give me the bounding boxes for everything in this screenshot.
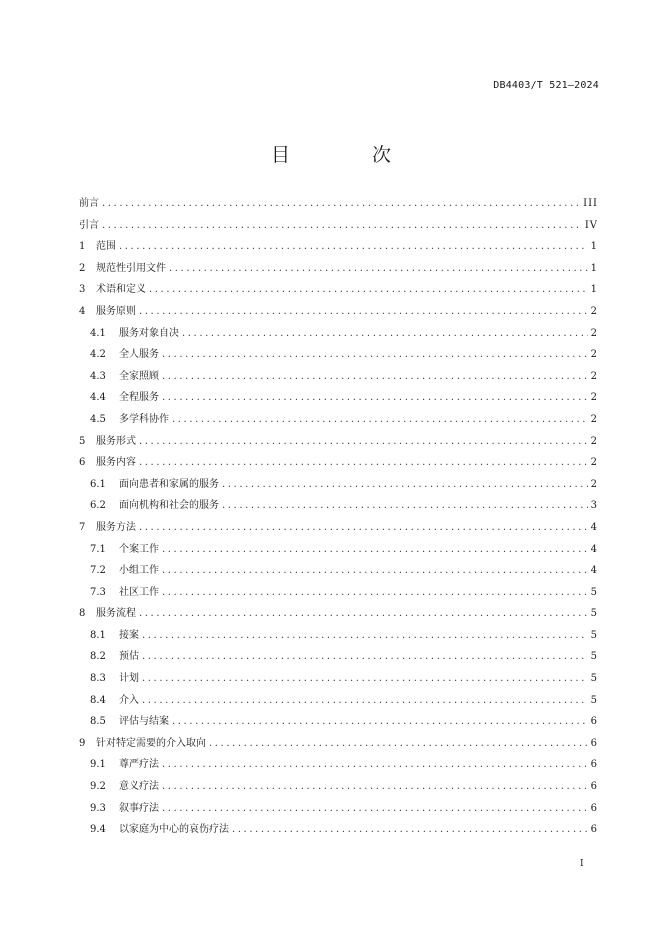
toc-dot-leader: [162, 776, 588, 798]
toc-entry-label: 介入: [119, 694, 139, 706]
toc-entry-page: 2: [590, 327, 598, 339]
toc-dot-leader: [232, 819, 588, 841]
toc-entry-page: 2: [590, 349, 598, 361]
toc-entry-number: 4.2: [90, 349, 106, 361]
toc-dot-leader: [182, 323, 588, 345]
toc-entry-number: 4: [79, 305, 86, 317]
toc-entry-label: 服务内容: [96, 457, 136, 469]
toc-dot-leader: [209, 733, 588, 755]
toc-entry-label: 多学科协作: [119, 413, 169, 425]
toc-entry[interactable]: [79, 733, 598, 755]
toc-entry-number: 4.3: [90, 370, 106, 382]
toc-entry-label: 叙事疗法: [119, 802, 159, 814]
toc-entry-number: 6.1: [90, 478, 106, 490]
toc-dot-leader: [139, 603, 588, 625]
toc-dot-leader: [102, 193, 580, 215]
toc-dot-leader: [139, 452, 588, 474]
toc-entry[interactable]: [79, 819, 598, 841]
toc-entry-number: 8.3: [90, 673, 106, 685]
toc-dot-leader: [162, 798, 588, 820]
toc-entry-label: 评估与结案: [119, 716, 169, 728]
toc-entry-page: 1: [590, 241, 598, 253]
toc-entry-label: 以家庭为中心的哀伤疗法: [119, 824, 229, 836]
toc-entry-page: 5: [590, 694, 598, 706]
toc-entry-page: 1: [590, 262, 598, 274]
toc-entry-number: 9: [79, 737, 86, 749]
toc-dot-leader: [222, 474, 588, 496]
toc-dot-leader: [162, 344, 588, 366]
toc-entry-page: 6: [590, 802, 598, 814]
toc-entry-page: 2: [590, 413, 598, 425]
toc-entry-number: 7.2: [90, 565, 106, 577]
document-id: DB4403/T 521—2024: [493, 80, 599, 91]
toc-dot-leader: [139, 431, 588, 453]
toc-entry[interactable]: [79, 582, 598, 604]
toc-entry-number: 8.5: [90, 716, 106, 728]
toc-entry-number: 9.3: [90, 802, 106, 814]
toc-entry-label: 规范性引用文件: [96, 262, 166, 274]
toc-entry[interactable]: [79, 215, 598, 237]
toc-entry[interactable]: [79, 431, 598, 453]
toc-dot-leader: [102, 215, 582, 237]
toc-entry[interactable]: [79, 387, 598, 409]
toc-entry[interactable]: [79, 495, 598, 517]
toc-entry-page: 4: [590, 543, 598, 555]
toc-entry-label: 意义疗法: [119, 781, 159, 793]
toc-entry[interactable]: [79, 193, 598, 215]
toc-entry-label: 全人服务: [119, 349, 159, 361]
toc-entry[interactable]: [79, 474, 598, 496]
toc-entry-label: 针对特定需要的介入取向: [96, 737, 206, 749]
toc-entry-page: 3: [590, 500, 598, 512]
toc-entry[interactable]: [79, 279, 598, 301]
toc-entry-page: 4: [590, 565, 598, 577]
toc-entry-page: 1: [590, 284, 598, 296]
toc-entry-page: 6: [590, 824, 598, 836]
toc-entry-label: 面向患者和家属的服务: [119, 478, 219, 490]
toc-entry[interactable]: [79, 258, 598, 280]
toc-dot-leader: [142, 690, 588, 712]
footer-page-number: I: [580, 859, 584, 869]
toc-entry[interactable]: [79, 452, 598, 474]
toc-entry-label: 接案: [119, 629, 139, 641]
toc-entry-page: 2: [590, 370, 598, 382]
toc-entry[interactable]: [79, 560, 598, 582]
toc-entry-page: 2: [590, 457, 598, 469]
toc-title: 目 次: [270, 144, 430, 166]
toc-entry-number: 9.2: [90, 781, 106, 793]
toc-entry-number: 1: [79, 241, 86, 253]
toc-entry-page: 6: [590, 759, 598, 771]
toc-entry[interactable]: [79, 409, 598, 431]
toc-entry-label: 个案工作: [119, 543, 159, 555]
toc-entry-number: 3: [79, 284, 86, 296]
toc-entry[interactable]: [79, 625, 598, 647]
toc-dot-leader: [142, 625, 588, 647]
toc-entry[interactable]: [79, 603, 598, 625]
toc-entry-page: 4: [590, 521, 598, 533]
toc-dot-leader: [162, 387, 588, 409]
toc-entry-label: 面向机构和社会的服务: [119, 500, 219, 512]
toc-entry-number: 9.4: [90, 824, 106, 836]
toc-entry-page: 5: [590, 673, 598, 685]
toc-entry-number: 6: [79, 457, 86, 469]
toc-entry[interactable]: [79, 646, 598, 668]
toc-entry-label: 前言: [79, 198, 99, 209]
toc-dot-leader: [139, 517, 588, 539]
toc-dot-leader: [162, 539, 588, 561]
toc-entry-page: 2: [590, 392, 598, 404]
toc-entry-page: 6: [590, 716, 598, 728]
toc-entry-number: 7.3: [90, 586, 106, 598]
toc-entry-number: 7.1: [90, 543, 106, 555]
toc-entry-number: 8: [79, 608, 86, 620]
toc-entry-label: 小组工作: [119, 565, 159, 577]
toc-entry-label: 服务流程: [96, 608, 136, 620]
toc-entry-label: 全程服务: [119, 392, 159, 404]
toc-entry-label: 尊严疗法: [119, 759, 159, 771]
toc-entry[interactable]: [79, 754, 598, 776]
toc-dot-leader: [162, 560, 588, 582]
toc-entry-page: 2: [590, 305, 598, 317]
toc-entry-label: 范围: [96, 241, 116, 253]
toc-entry[interactable]: [79, 236, 598, 258]
toc-entry-page: 5: [590, 629, 598, 641]
toc-entry-number: 4.5: [90, 413, 106, 425]
toc-entry-label: 服务对象自决: [119, 327, 179, 339]
toc-entry-number: 2: [79, 262, 86, 274]
toc-entry[interactable]: [79, 301, 598, 323]
toc-entry-label: 计划: [119, 673, 139, 685]
toc-entry-page: 5: [590, 586, 598, 598]
toc-entry[interactable]: [79, 323, 598, 345]
toc-entry-page: 5: [590, 651, 598, 663]
toc-entry-page: 2: [590, 478, 598, 490]
toc-entry-label: 全家照顾: [119, 370, 159, 382]
toc-entry-number: 9.1: [90, 759, 106, 771]
toc-entry-number: 8.4: [90, 694, 106, 706]
toc-entry-page: 5: [590, 608, 598, 620]
toc-entry-number: 8.1: [90, 629, 106, 641]
toc-entry[interactable]: [79, 711, 598, 733]
toc-entry-page: 6: [590, 781, 598, 793]
table-of-contents: [79, 193, 598, 841]
toc-entry-page: 6: [590, 737, 598, 749]
toc-entry-label: 术语和定义: [96, 284, 146, 296]
toc-entry-label: 服务原则: [96, 305, 136, 317]
toc-entry-page: IV: [584, 219, 598, 231]
toc-entry[interactable]: [79, 798, 598, 820]
toc-dot-leader: [162, 754, 588, 776]
toc-entry-label: 服务方法: [96, 521, 136, 533]
toc-entry-page: 2: [590, 435, 598, 447]
toc-entry[interactable]: [79, 668, 598, 690]
toc-dot-leader: [142, 668, 588, 690]
toc-entry-number: 8.2: [90, 651, 106, 663]
toc-entry-number: 4.4: [90, 392, 106, 404]
toc-dot-leader: [169, 258, 588, 280]
toc-dot-leader: [139, 301, 588, 323]
toc-entry-label: 预估: [119, 651, 139, 663]
toc-entry-label: 服务形式: [96, 435, 136, 447]
toc-dot-leader: [172, 711, 588, 733]
toc-entry-label: 社区工作: [119, 586, 159, 598]
toc-entry[interactable]: [79, 366, 598, 388]
toc-dot-leader: [142, 646, 588, 668]
toc-entry-number: 7: [79, 521, 86, 533]
toc-dot-leader: [119, 236, 588, 258]
toc-entry[interactable]: [79, 344, 598, 366]
toc-dot-leader: [162, 582, 588, 604]
toc-dot-leader: [172, 409, 588, 431]
toc-entry-number: 5: [79, 435, 86, 447]
toc-entry-number: 4.1: [90, 327, 106, 339]
toc-entry-page: III: [583, 198, 598, 209]
toc-entry-label: 引言: [79, 219, 99, 231]
toc-dot-leader: [222, 495, 588, 517]
toc-entry-number: 6.2: [90, 500, 106, 512]
toc-entry[interactable]: [79, 517, 598, 539]
toc-entry[interactable]: [79, 690, 598, 712]
toc-dot-leader: [162, 366, 588, 388]
toc-dot-leader: [149, 279, 588, 301]
toc-entry[interactable]: [79, 539, 598, 561]
toc-entry[interactable]: [79, 776, 598, 798]
